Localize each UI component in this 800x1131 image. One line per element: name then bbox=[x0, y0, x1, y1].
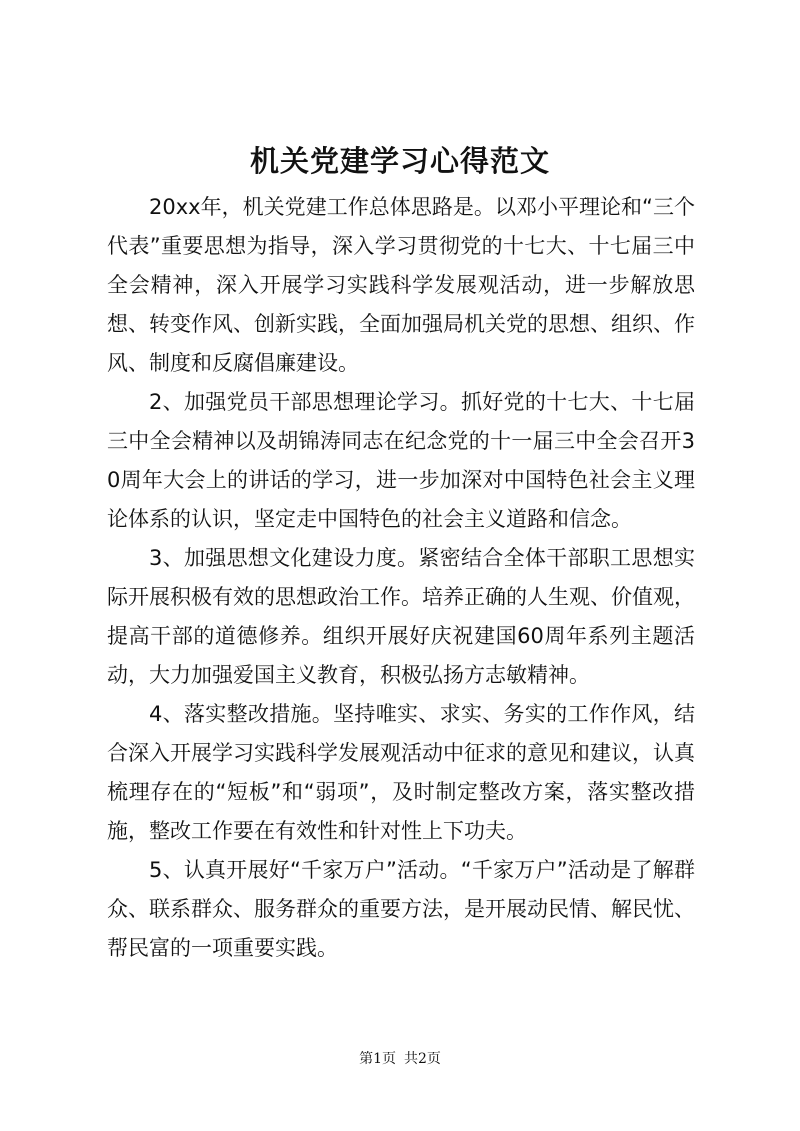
paragraph-4: 4、落实整改措施。坚持唯实、求实、务实的工作作风，结合深入开展学习实践科学发展观活动中征求的意见和建议，认真梳理存在的“短板”和“弱项”，及时制定整改方案，落实整改措施，整改工作要在有效性和针对性上下功夫。 bbox=[107, 702, 695, 843]
paragraph-5: 5、认真开展好“千家万户”活动。“千家万户”活动是了解群众、联系群众、服务群众的重要方法，是开展动民情、解民忧、帮民富的一项重要实践。 bbox=[107, 858, 695, 960]
page-number: 第1页 bbox=[359, 1051, 396, 1067]
paragraph-intro: 20xx年，机关党建工作总体思路是。以邓小平理论和“三个代表”重要思想为指导，深入学习贯彻党的十七大、十七届三中全会精神，深入开展学习实践科学发展观活动，进一步解放思想、转变作风、创新实践，全面加强局机关党的思想、组织、作风、制度和反腐倡廉建设。 bbox=[107, 195, 695, 375]
paragraph-3: 3、加强思想文化建设力度。紧密结合全体干部职工思想实际开展积极有效的思想政治工作。培养正确的人生观、价值观，提高干部的道德修养。组织开展好庆祝建国60周年系列主题活动，大力加强爱国主义教育，积极弘扬方志敏精神。 bbox=[107, 546, 695, 687]
page-total: 共2页 bbox=[404, 1051, 441, 1067]
paragraph-2: 2、加强党员干部思想理论学习。抓好党的十七大、十七届三中全会精神以及胡锦涛同志在纪念党的十一届三中全会召开30周年大会上的讲话的学习，进一步加深对中国特色社会主义理论体系的认识，坚定走中国特色的社会主义道路和信念。 bbox=[107, 390, 695, 531]
document-body bbox=[107, 188, 695, 968]
document-title: 机关党建学习心得范文 bbox=[249, 144, 550, 178]
page-footer bbox=[0, 1049, 800, 1069]
